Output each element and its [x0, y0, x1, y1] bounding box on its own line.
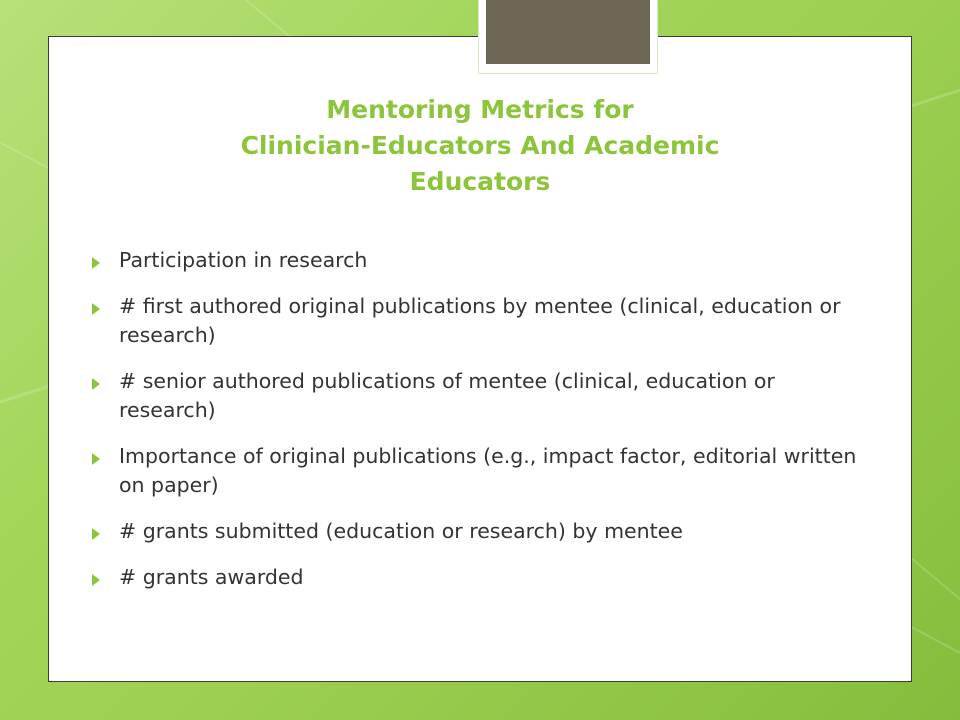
bullet-text: # grants submitted (education or research) by mentee	[119, 519, 683, 543]
slide-title	[60, 92, 900, 200]
bullet-text: Participation in research	[119, 248, 368, 272]
triangle-right-icon	[92, 303, 100, 315]
triangle-right-icon	[92, 453, 100, 465]
triangle-right-icon	[92, 528, 100, 540]
bullet-list	[92, 246, 872, 609]
slide-title-line: Educators	[409, 167, 551, 196]
bullet-item	[92, 517, 872, 546]
bullet-text: # grants awarded	[119, 565, 304, 589]
triangle-right-icon	[92, 378, 100, 390]
bullet-text: Importance of original publications (e.g., impact factor, editorial written on paper)	[119, 444, 857, 497]
triangle-right-icon	[92, 257, 100, 269]
slide-title-line: Clinician-Educators And Academic	[240, 131, 720, 160]
bullet-item	[92, 563, 872, 592]
bullet-item	[92, 246, 872, 275]
bullet-item	[92, 292, 872, 350]
header-tab-block	[486, 0, 650, 64]
triangle-right-icon	[92, 574, 100, 586]
slide-title-line: Mentoring Metrics for	[326, 95, 634, 124]
bullet-text: # senior authored publications of mentee (clinical, education or research)	[119, 369, 775, 422]
bullet-text: # first authored original publications by mentee (clinical, education or research)	[119, 294, 841, 347]
bullet-item	[92, 442, 872, 500]
bullet-item	[92, 367, 872, 425]
